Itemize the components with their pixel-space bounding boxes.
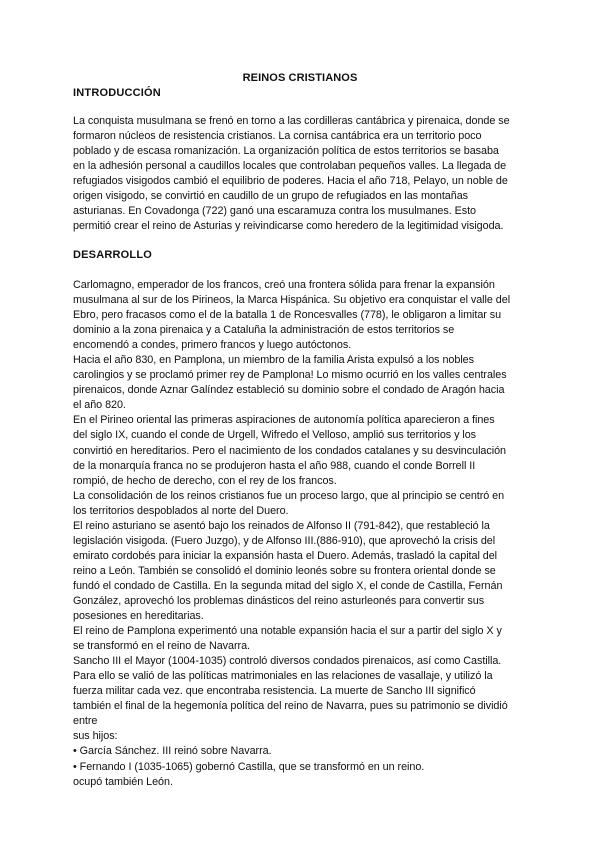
text-line: también el final de la hegemonía política del reino de Navarra, pues su patrimonio se dividió: [73, 700, 508, 713]
text-line: legislación visigoda. (Fuero Juzgo), y de Alfonso III.(886-910), que aprovechó la crisis del: [73, 534, 496, 547]
text-line: La conquista musulmana se frenó en torno a las cordilleras cantábrica y pirenaica, donde se: [73, 115, 510, 127]
text-line: Hacia el año 830, en Pamplona, un miembro de la familia Arista expulsó a los nobles: [73, 354, 474, 367]
text-line: Para ello se valió de las políticas matrimoniales en las relaciones de vasallaje, y utilizó la: [73, 670, 493, 683]
text-line: La consolidación de los reinos cristianos fue un proceso largo, que al principio se centró en: [73, 489, 505, 502]
text-line: carolingios y se proclamó primer rey de Pamplona! Lo mismo ocurrió en los valles centrales: [73, 369, 507, 382]
text-line: asturianas. En Covadonga (722) ganó una escaramuza contra los musulmanes. Esto: [73, 205, 477, 218]
text-line: En el Pirineo oriental las primeras aspiraciones de autonomía política aparecieron a fines: [73, 414, 495, 427]
text-line: pirenaicos, donde Aznar Galíndez estableció su dominio sobre el condado de Aragón hacia: [73, 384, 505, 397]
text-line: • García Sánchez. III reinó sobre Navarra.: [73, 745, 272, 758]
text-line: González, aprovechó los problemas dinásticos del reino asturleonés para convertir sus: [73, 594, 485, 607]
introduccion-paragraph: [73, 114, 528, 234]
text-line: formaron núcleos de resistencia cristianos. La cornisa cantábrica era un territorio poco: [73, 130, 482, 143]
text-line: origen visigodo, se convirtió en caudillo de un grupo de refugiados en las montañas: [73, 190, 468, 203]
text-line: los territorios despoblados al norte del Duero.: [73, 504, 289, 517]
text-line: • Fernando I (1035-1065) gobernó Castilla, que se transformó en un reino.: [73, 760, 425, 773]
text-line: encomendó a condes, primero francos y luego autóctonos.: [73, 339, 352, 352]
text-line: fuerza militar cada vez. que encontraba resistencia. La muerte de Sancho III significó: [73, 685, 476, 698]
text-line: Carlomagno, emperador de los francos, creó una frontera sólida para frenar la expansión: [73, 279, 495, 291]
text-line: entre: [73, 715, 98, 728]
text-line: se transformó en el reino de Navarra.: [73, 640, 250, 653]
text-line: emirato cordobés para iniciar la expansión hasta el Duero. Además, trasladó la capital del: [73, 549, 498, 562]
text-line: dominio a la zona pirenaica y a Cataluña la administración de estos territorios se: [73, 324, 455, 337]
text-line: posesiones en hereditarias.: [73, 610, 204, 623]
text-line: de la monarquía franca no se produjeron hasta el año 988, cuando el conde Borrell II: [73, 459, 476, 472]
document-title: REINOS CRISTIANOS: [242, 72, 358, 84]
text-line: rompió, de hecho de derecho, con el rey de los francos.: [73, 474, 337, 487]
text-line: El reino asturiano se asentó bajo los reinados de Alfonso II (791-842), que restableció la: [73, 519, 490, 532]
section-heading-desarrollo: DESARROLLO: [73, 249, 152, 261]
text-line: del siglo IX, cuando el conde de Urgell, Wifredo el Velloso, amplió sus territorios y los: [73, 429, 477, 442]
text-line: convirtió en hereditarios. Pero el nacimiento de los condados catalanes y su desvinculación: [73, 444, 506, 457]
text-line: permitió crear el reino de Asturias y reivindicarse como heredero de la legitimidad visigoda.: [73, 220, 504, 233]
text-line: fundó el condado de Castilla. En la segunda mitad del siglo X, el conde de Castilla, Fernán: [73, 579, 503, 592]
text-line: El reino de Pamplona experimentó una notable expansión hacia el sur a partir del siglo X y: [73, 625, 502, 638]
text-line: en la adhesión personal a caudillos locales que controlaban pequeños valles. La llegada de: [73, 160, 507, 173]
text-line: Ebro, pero fracasos como el de la batalla 1 de Roncesvalles (778), le obligaron a limitar su: [73, 309, 502, 322]
text-line: sus hijos:: [73, 730, 118, 743]
text-line: Sancho III el Mayor (1004-1035) controló diversos condados pirenaicos, así como Castilla.: [73, 655, 502, 668]
desarrollo-body: [73, 278, 528, 790]
text-line: reino a León. También se consolidó el dominio leonés sobre su frontera oriental donde se: [73, 564, 496, 577]
text-line: musulmana al sur de los Pirineos, la Marca Hispánica. Su objetivo era conquistar el valle del: [73, 294, 511, 307]
text-line: poblado y de escasa romanización. La organización política de estos territorios se basaba: [73, 145, 499, 158]
section-heading-introduccion: INTRODUCCIÓN: [73, 87, 161, 99]
text-line: refugiados visigodos cambió el equilibrio de poderes. Hacia el año 718, Pelayo, un noble de: [73, 175, 508, 188]
text-line: el año 820.: [73, 399, 126, 412]
text-line: ocupó también León.: [73, 775, 173, 788]
